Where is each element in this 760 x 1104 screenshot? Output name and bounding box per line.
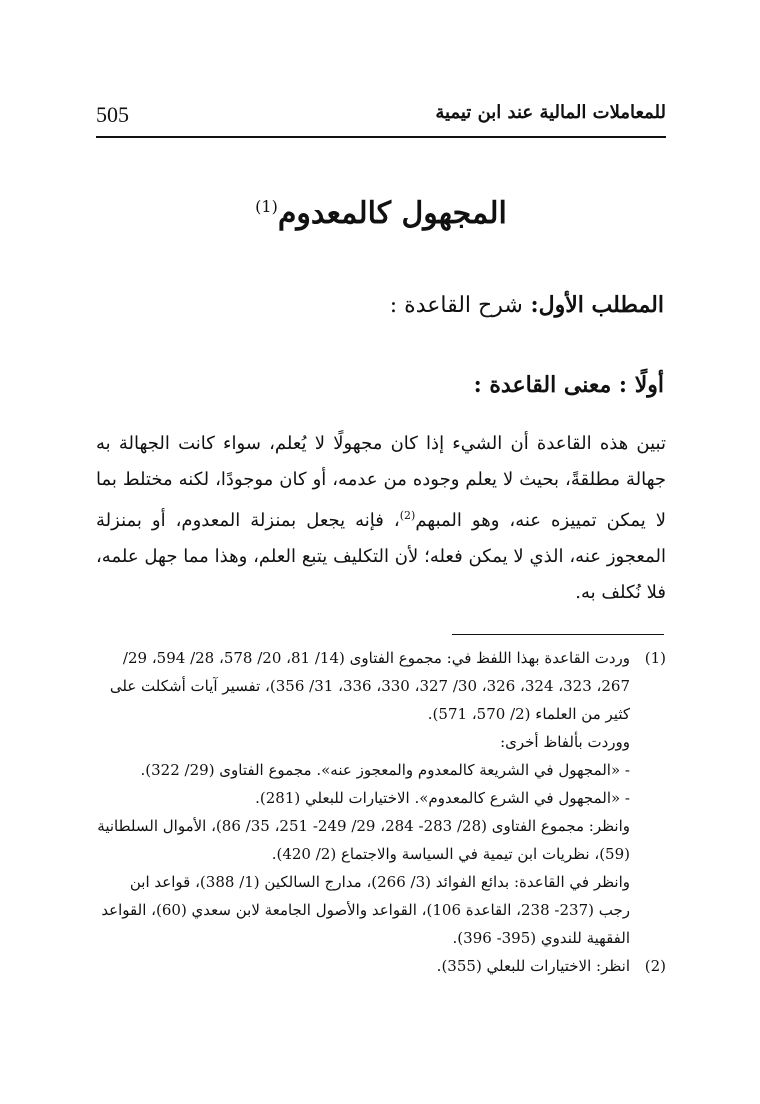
footnote-1 [96, 644, 666, 952]
body-paragraph [96, 426, 666, 611]
footnote-line: وانظر في القاعدة: بدائع الفوائد (3/ 266)، مدارج السالكين (1/ 388)، قواعد ابن رجب (237- 238، القاعدة 106)، القواعد والأصول الجامعة لابن سعدي (60)، القواعد الفقهية للندوي (395- 396). [101, 873, 630, 947]
page-header [96, 96, 666, 138]
footnote-2 [96, 952, 666, 980]
footnote-line: وانظر: مجموع الفتاوى (28/ 283- 284، 29/ 249- 251، 35/ 86)، الأموال السلطانية (59)، نظريات ابن تيمية في السياسة والاجتماع (2/ 420). [97, 817, 630, 863]
footnote-line: انظر: الاختيارات للبعلي (355). [436, 957, 630, 975]
footnote-line: ووردت بألفاظ أخرى: [500, 733, 630, 751]
footnote-ref-2[interactable]: (2) [399, 509, 416, 522]
footnote-number: (1) [644, 649, 666, 667]
subsection-heading: أولًا : معنى القاعدة : [473, 372, 664, 398]
chapter-title [96, 196, 666, 231]
section-label: المطلب الأول: [530, 292, 664, 318]
chapter-title-text: المجهول كالمعدوم [277, 196, 507, 231]
body-text-part1: تبين هذه القاعدة أن الشيء إذا كان مجهولًا لا يُعلم، سواء كانت الجهالة به جهالة مطلقةً، بحيث لا يعلم وجوده من عدمه، أو كان موجودًا، لكنه مختلط بما لا يمكن تمييزه عنه، وهو المبهم [96, 433, 667, 531]
page-number: 505 [96, 102, 129, 127]
footnote-line: - «المجهول في الشرع كالمعدوم». الاختيارات للبعلي (281). [255, 789, 630, 807]
footnote-line: - «المجهول في الشريعة كالمعدوم والمعجوز عنه». مجموع الفتاوى (29/ 322). [140, 761, 630, 779]
footnotes [96, 644, 666, 980]
footnote-number: (2) [644, 957, 666, 975]
section-heading [390, 292, 664, 318]
body-text-part2: ، فإنه يجعل بمنزلة المعدوم، أو بمنزلة المعجوز عنه، الذي لا يمكن فعله؛ لأن التكليف يتبع العلم، وهذا مما جهل علمه، فلا نُكلف به. [96, 510, 666, 603]
footnote-line: وردت القاعدة بهذا اللفظ في: مجموع الفتاوى (14/ 81، 20/ 578، 28/ 594، 29/ 267، 323، 324، 326، 30/ 327، 330، 336، 31/ 356)، تفسير آيات أشكلت على كثير من العلماء (2/ 570، 571). [109, 649, 630, 723]
running-title: للمعاملات المالية عند ابن تيمية [435, 102, 666, 123]
section-title: شرح القاعدة : [389, 293, 523, 318]
footnote-ref-1[interactable]: (1) [255, 197, 278, 216]
footnote-divider [452, 634, 664, 635]
